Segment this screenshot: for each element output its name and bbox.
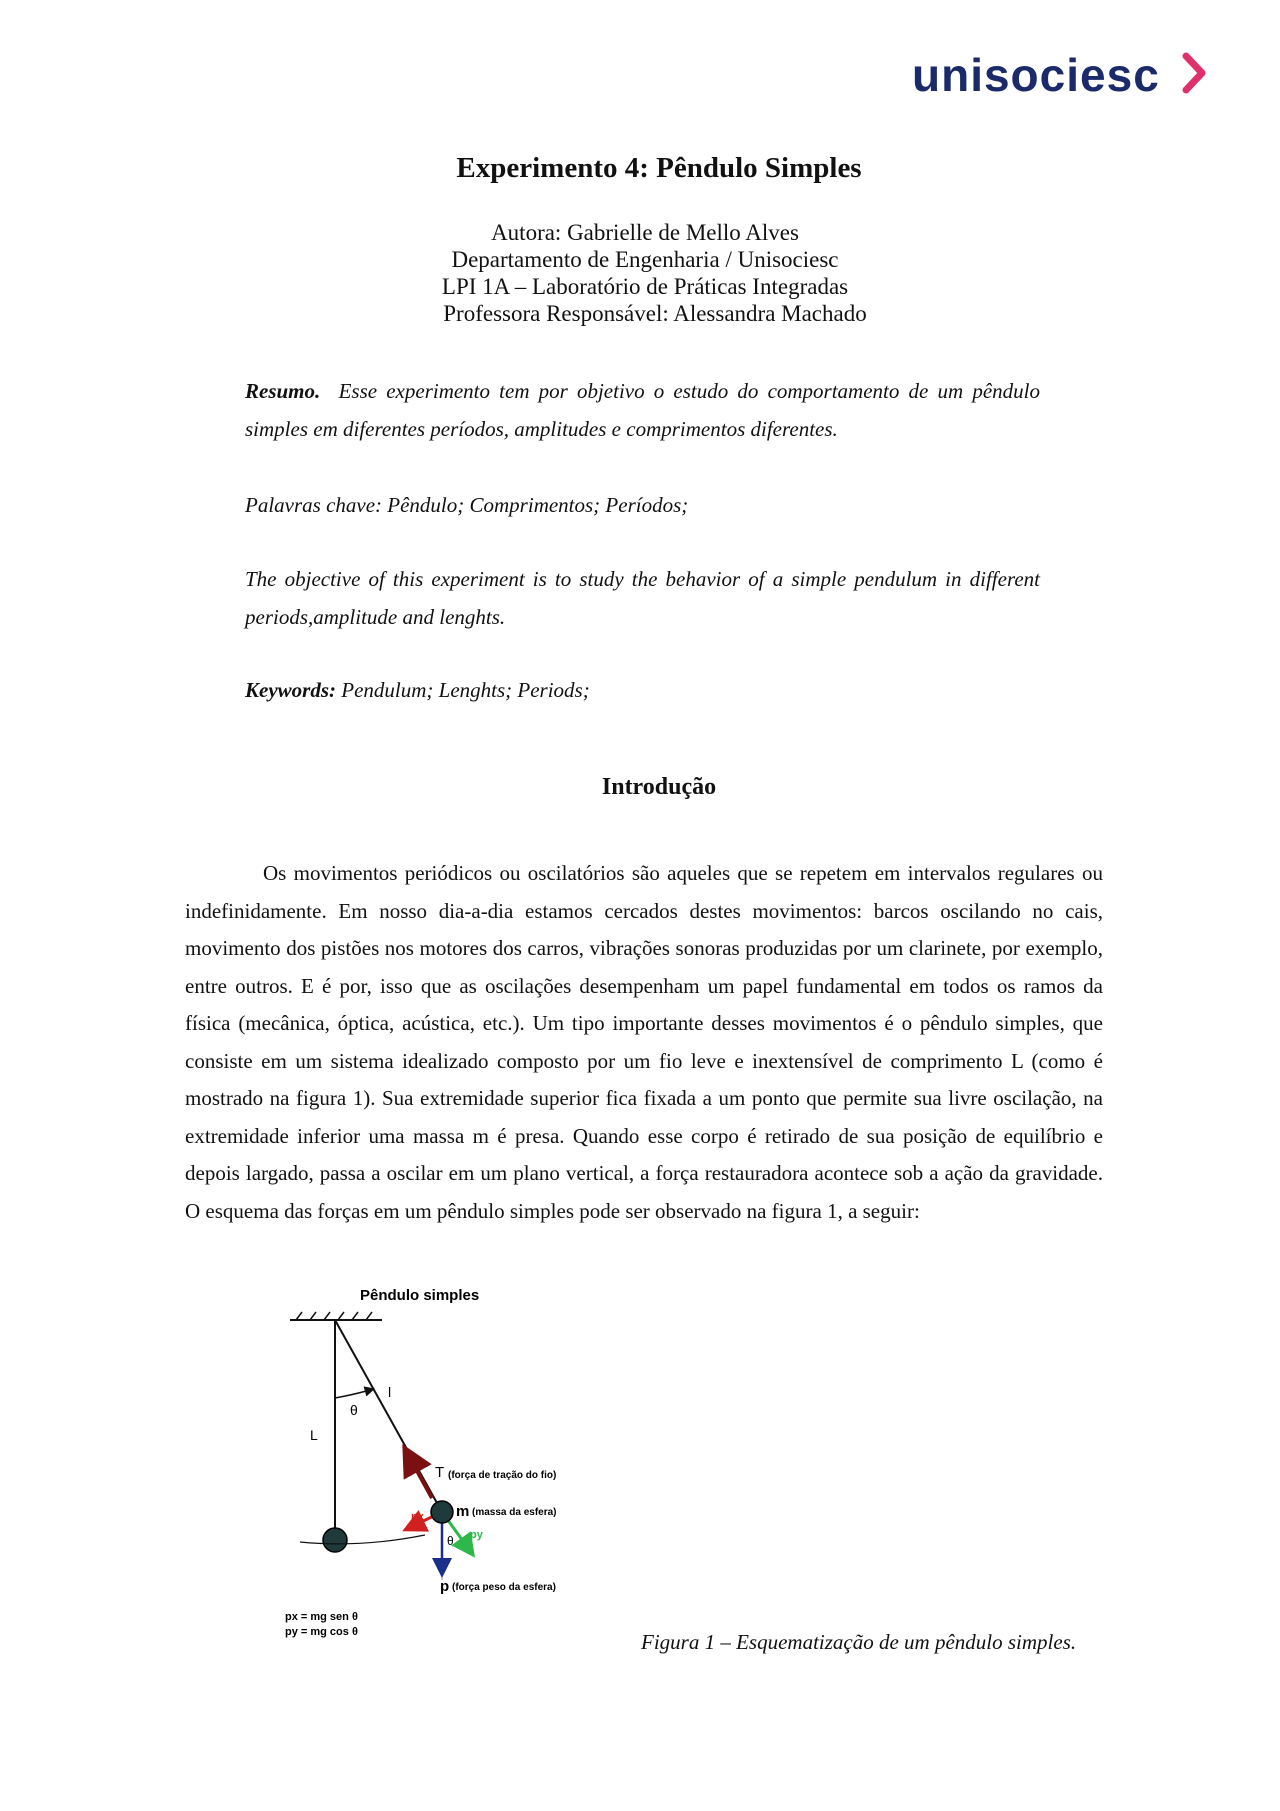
keywords-text: Pendulum; Lenghts; Periods; bbox=[341, 678, 590, 702]
author-line: Autora: Gabrielle de Mello Alves bbox=[491, 220, 799, 245]
label-theta-top: θ bbox=[350, 1402, 358, 1418]
abstract-english: The objective of this experiment is to study the behavior of a simple pendulum in different periods,amplitude and lenghts. bbox=[245, 567, 1040, 629]
course-line: LPI 1A – Laboratório de Práticas Integradas bbox=[441, 274, 849, 299]
pendulum-diagram bbox=[270, 1280, 630, 1650]
abstract-resumo bbox=[245, 372, 1040, 448]
ceiling-support bbox=[290, 1312, 382, 1320]
label-l: l bbox=[388, 1384, 392, 1400]
department-line: Departamento de Engenharia / Unisociesc bbox=[451, 247, 839, 272]
page-title: Experimento 4: Pêndulo Simples bbox=[456, 152, 862, 184]
swing-arc bbox=[300, 1535, 425, 1544]
introduction-paragraph bbox=[185, 855, 1103, 1230]
chevron-right-icon bbox=[1180, 52, 1208, 98]
rest-bob bbox=[323, 1528, 347, 1552]
label-m-desc: (massa da esfera) bbox=[472, 1507, 557, 1518]
professor-line: Professora Responsável: Alessandra Machado bbox=[443, 301, 867, 326]
keywords-label: Keywords: bbox=[245, 678, 336, 702]
introduction-paragraph-text: Os movimentos periódicos ou oscilatórios são aqueles que se repetem em intervalos regulares ou indefinidamente. Em nosso dia-a-dia estamos cercados destes movimentos: barcos oscilando no cais, movimento dos pistões nos motores dos carros, vibrações sonoras produzidas por um clarinete, por exemplo, entre outros. E é por, isso que as oscilações desempenham um papel fundamental em todos os ramos da física (mecânica, óptica, acústica, etc.). Um tipo importante desses movimentos é o pêndulo simples, que consiste em um sistema idealizado composto por um fio leve e inextensível de comprimento L (como é mostrado na figura 1). Sua extremidade superior fica fixada a um ponto que permite sua livre oscilação, na extremidade inferior uma massa m é presa. Quando esse corpo é retirado de sua posição de equilíbrio e depois largado, passa a oscilar em um plano vertical, a força restauradora acontece sob a ação da gravidade. O esquema das forças em um pêndulo simples pode ser observado na figura 1, a seguir: bbox=[185, 861, 1103, 1223]
label-theta-bottom: θ bbox=[447, 1534, 454, 1548]
introduction-heading: Introdução bbox=[601, 774, 717, 800]
diagram-title: Pêndulo simples bbox=[360, 1287, 480, 1304]
label-px: px bbox=[411, 1511, 424, 1523]
displaced-bob bbox=[431, 1501, 453, 1523]
label-m: m bbox=[456, 1503, 470, 1520]
theta-arc bbox=[335, 1390, 370, 1398]
label-py: py bbox=[470, 1529, 483, 1541]
resumo-text: Esse experimento tem por objetivo o estudo do comportamento de um pêndulo simples em diferentes períodos, amplitudes e comprimentos diferentes. bbox=[245, 379, 1040, 441]
formula-px: px = mg sen θ bbox=[285, 1611, 358, 1623]
label-L: L bbox=[310, 1427, 318, 1443]
palavras-chave: Palavras chave: Pêndulo; Comprimentos; Períodos; bbox=[245, 493, 689, 517]
tension-arrow bbox=[410, 1458, 432, 1498]
label-T-desc: (força de tração do fio) bbox=[448, 1470, 557, 1481]
label-T: T bbox=[435, 1464, 445, 1481]
label-p: p bbox=[440, 1578, 450, 1595]
resumo-label: Resumo. bbox=[245, 379, 321, 403]
logo-text: unisociesc bbox=[912, 49, 1160, 101]
keywords-line bbox=[245, 671, 1040, 709]
figure-caption: Figura 1 – Esquematização de um pêndulo simples. bbox=[641, 1630, 1077, 1654]
unisociesc-logo bbox=[912, 48, 1212, 108]
label-p-desc: (força peso da esfera) bbox=[452, 1582, 556, 1593]
formula-py: py = mg cos θ bbox=[285, 1626, 358, 1638]
